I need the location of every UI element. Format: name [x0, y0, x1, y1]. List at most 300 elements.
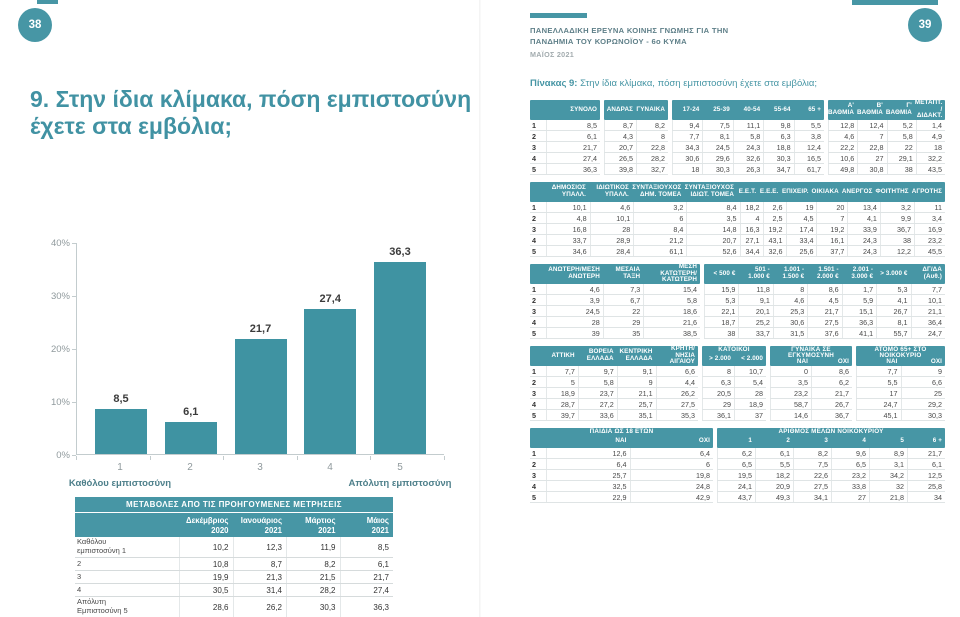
table-row — [530, 202, 945, 213]
table-cell: 4,6 — [773, 295, 807, 305]
changes-table-cell: 8,7 — [233, 558, 287, 570]
demographic-table-group — [530, 264, 700, 339]
column-header: Α' ΒΑΘΜΙΑ — [828, 102, 854, 116]
table-cell: 7,7 — [911, 284, 945, 294]
demographic-table-group — [770, 346, 852, 421]
table-cell: 5,8 — [733, 131, 763, 141]
table-cell: 7,7 — [672, 131, 702, 141]
table-row — [704, 306, 945, 317]
demographic-column-headers — [704, 264, 945, 284]
table-cell: 3,1 — [869, 459, 907, 469]
column-header: 2.001 - 3.000 € — [851, 266, 874, 280]
demographic-group-header — [530, 182, 945, 202]
table-cell: 36,3 — [546, 164, 600, 174]
table-cell: 20,5 — [702, 388, 734, 398]
table-cell: 21,1 — [911, 306, 945, 316]
demographic-table — [530, 100, 945, 175]
table-cell: 33,7 — [738, 328, 772, 338]
column-header: ΑΝΔΡΑΣ — [606, 105, 633, 113]
table-cell: 30,3 — [763, 153, 793, 163]
table-row — [672, 164, 824, 175]
changes-column-month: Μάιος — [366, 516, 389, 525]
chart-bar-slot — [298, 293, 362, 454]
column-header: ΜΕΣΗ ΚΑΤΩΤΕΡΗ/ ΚΑΤΩΤΕΡΗ — [660, 262, 697, 284]
table-cell: 32,7 — [636, 164, 668, 174]
bar — [165, 422, 217, 454]
table-cell: 20,9 — [755, 481, 793, 491]
table-cell: 24,8 — [630, 481, 714, 491]
table-cell: 3,8 — [794, 131, 824, 141]
table-cell: 37 — [734, 410, 766, 420]
row-label: 4 — [532, 317, 536, 327]
demographic-table-group — [530, 346, 698, 421]
table-cell: 42,9 — [630, 492, 714, 502]
table-cell: 5,9 — [842, 295, 876, 305]
table-cell: 21,1 — [617, 388, 656, 398]
table-cell: 34 — [907, 492, 945, 502]
demographic-table-group — [530, 428, 713, 503]
column-header: ΑΓΡΟΤΗΣ — [911, 187, 942, 195]
table-cell: 21,7 — [811, 388, 852, 398]
report-title-line1: ΠΑΝΕΛΛΑΔΙΚΗ ΕΡΕΥΝΑ ΚΟΙΝΗΣ ΓΝΩΜΗΣ ΓΙΑ ΤΗΝ — [530, 26, 729, 35]
table-cell: 28 — [590, 224, 634, 234]
table-cell: 9,6 — [831, 448, 869, 458]
table-cell: 4,9 — [916, 131, 945, 141]
table-cell: 38 — [880, 235, 914, 245]
table-cell: 35 — [603, 328, 644, 338]
table-cell: 7,7 — [856, 366, 901, 376]
changes-table-cell: 31,4 — [233, 584, 287, 596]
table-row — [702, 388, 766, 399]
table-cell: 14,8 — [686, 224, 739, 234]
table-cell: 27 — [857, 153, 886, 163]
table-cell: 34,7 — [763, 164, 793, 174]
table-cell: 4 — [740, 213, 763, 223]
column-header: 17-24 — [682, 105, 700, 113]
table-cell: 9,1 — [738, 295, 772, 305]
table-cell: 32,5 — [546, 481, 630, 491]
table-cell: 19,5 — [717, 470, 755, 480]
changes-table-cell: 28,2 — [286, 584, 340, 596]
table-row — [530, 120, 600, 131]
table-row — [717, 470, 945, 481]
row-label: 2 — [532, 459, 536, 469]
table-cell: 29 — [603, 317, 644, 327]
row-label: 3 — [532, 388, 536, 398]
changes-table-row — [75, 597, 393, 617]
column-header: ΣΥΝΟΛΟ — [570, 105, 597, 113]
changes-table-cell: 36,3 — [340, 597, 394, 617]
report-title-line2: ΠΑΝΔΗΜΙΑ ΤΟΥ ΚΟΡΩΝΟΪΟΥ - 6ο ΚΥΜΑ — [530, 37, 687, 47]
table-cell: 23,7 — [578, 388, 617, 398]
page-number-left — [18, 8, 52, 42]
table-row — [530, 246, 945, 257]
table-cell: 26,3 — [733, 164, 763, 174]
changes-row-label: 4 — [77, 584, 82, 594]
table-cell: 24,3 — [847, 246, 880, 256]
table-row — [530, 410, 698, 421]
table-cell: 39,8 — [604, 164, 636, 174]
table-row — [704, 284, 945, 295]
table-cell: 36,4 — [911, 317, 945, 327]
demographic-group-title: ΓΥΝΑΙΚΑ ΣΕ ΕΓΚΥΜΟΣΥΝΗ — [788, 345, 834, 360]
row-label: 1 — [532, 120, 536, 130]
table-cell: 18 — [916, 142, 945, 152]
column-header: 2 — [786, 437, 790, 445]
table-cell: 45,1 — [856, 410, 901, 420]
y-tick-mark — [72, 349, 76, 350]
table-cell: 18,9 — [734, 399, 766, 409]
changes-table-cell: 26,2 — [233, 597, 287, 617]
column-header: ΝΑΙ — [796, 358, 808, 366]
table-cell: 29 — [702, 399, 734, 409]
table-cell: 28,4 — [590, 246, 634, 256]
bar-value-label: 6,1 — [183, 406, 199, 418]
report-date: ΜΑΪΟΣ 2021 — [530, 49, 575, 59]
table-cell: 25,2 — [738, 317, 772, 327]
table-row — [828, 164, 945, 175]
table-cell: 24,5 — [702, 142, 732, 152]
changes-table-row — [75, 571, 393, 584]
table-cell: 4,8 — [546, 213, 590, 223]
table-cell: 33,7 — [546, 235, 590, 245]
column-header: ΣΥΝΤΑΞΙΟΥΧΟΣ ΙΔΙΩΤ. ΤΟΜΕΑ — [684, 184, 734, 198]
changes-column-header — [179, 513, 233, 537]
changes-table-row — [75, 558, 393, 571]
table-cell: 8,6 — [807, 284, 841, 294]
table-cell: 5,8 — [643, 295, 700, 305]
changes-table-cell: 11,9 — [286, 537, 340, 557]
column-header: > 3.000 € — [880, 269, 908, 277]
table-cell: 61,7 — [794, 164, 824, 174]
bleed-mark-right — [852, 0, 938, 5]
table-cell: 6,3 — [763, 131, 793, 141]
table-cell: 4,1 — [876, 295, 910, 305]
table-cell: 21,6 — [643, 317, 700, 327]
table-row — [717, 448, 945, 459]
row-label: 4 — [532, 235, 536, 245]
table-cell: 6,5 — [831, 459, 869, 469]
x-category-label: 2 — [187, 462, 193, 473]
table-row — [672, 131, 824, 142]
changes-header-spacer — [75, 513, 179, 537]
changes-column-header — [340, 513, 394, 537]
bar — [95, 409, 147, 454]
table-cell: 22,1 — [704, 306, 738, 316]
row-label: 1 — [532, 202, 536, 212]
demographic-column-headers — [530, 182, 945, 202]
table-cell: 36,7 — [811, 410, 852, 420]
table-row — [530, 213, 945, 224]
changes-table-cell: 8,5 — [340, 537, 394, 557]
table-cell: 34,3 — [672, 142, 702, 152]
table-cell: 5,8 — [578, 377, 617, 387]
changes-table-cell: 8,2 — [286, 558, 340, 570]
page-fold-divider — [479, 0, 481, 617]
table-cell: 16,5 — [794, 153, 824, 163]
column-header: < 2.000 — [741, 355, 763, 363]
table-cell: 28 — [546, 317, 603, 327]
changes-table-cell: 10,2 — [179, 537, 233, 557]
table-cell: 14,6 — [770, 410, 811, 420]
table-cell: 26,7 — [811, 399, 852, 409]
changes-column-year: 2020 — [211, 525, 229, 535]
demographic-column-headers — [828, 100, 945, 121]
changes-row-label: 3 — [77, 571, 82, 581]
table-cell: 6,7 — [603, 295, 644, 305]
bar — [235, 339, 287, 454]
table-cell: 18,2 — [755, 470, 793, 480]
bar-value-label: 27,4 — [319, 293, 341, 305]
table-cell: 5,3 — [876, 284, 910, 294]
table-cell: 24,5 — [546, 306, 603, 316]
y-tick-label: 10% — [50, 397, 70, 408]
demographic-table — [530, 428, 945, 503]
bar-value-label: 21,7 — [249, 323, 272, 335]
table-row — [604, 164, 668, 175]
table-cell: 27,5 — [656, 399, 698, 409]
demographic-group-header — [717, 428, 945, 448]
table-cell: 8,7 — [604, 120, 636, 130]
changes-column-year: 2021 — [318, 525, 336, 535]
changes-table-cell: 6,1 — [340, 558, 394, 570]
table-cell: 7,5 — [702, 120, 732, 130]
table-cell: 5,5 — [794, 120, 824, 130]
table-cell: 34,6 — [546, 246, 590, 256]
chart-x-axis-labels — [76, 462, 444, 473]
table-row — [856, 399, 945, 410]
table-row — [717, 492, 945, 503]
table-row — [770, 410, 852, 421]
table-cell: 22 — [603, 306, 644, 316]
table-cell: 30,8 — [857, 164, 886, 174]
table-cell: 12,4 — [794, 142, 824, 152]
column-header: ΚΕΝΤΡΙΚΗ ΕΛΛΑΔΑ — [619, 348, 653, 362]
table-row — [530, 224, 945, 235]
demographic-group-header — [604, 100, 668, 120]
table-cell: 9 — [901, 366, 946, 376]
table-row — [604, 142, 668, 153]
x-tick-mark — [444, 456, 445, 460]
table-cell: 26,5 — [604, 153, 636, 163]
column-header: 25-39 — [713, 105, 730, 113]
table-row — [856, 366, 945, 377]
demographic-table-group — [530, 182, 945, 257]
y-tick-label: 40% — [50, 238, 70, 249]
table-cell: 6,4 — [546, 459, 630, 469]
table-cell: 15,9 — [704, 284, 738, 294]
changes-table-cell: 27,4 — [340, 584, 394, 596]
table-cell: 8,2 — [793, 448, 831, 458]
table-cell: 45,5 — [914, 246, 945, 256]
table-cell: 9,4 — [672, 120, 702, 130]
table-cell: 10,7 — [734, 366, 766, 376]
table-cell: 19 — [786, 202, 817, 212]
table-cell: 29,2 — [901, 399, 946, 409]
column-header: ΝΑΙ — [886, 358, 898, 366]
table-cell: 17,4 — [786, 224, 817, 234]
table-cell: 8 — [636, 131, 668, 141]
bar — [304, 309, 356, 454]
column-header: ΑΝΩΤΕΡΗ/ΜΕΣΗ ΑΝΩΤΕΡΗ — [548, 266, 600, 280]
table-cell: 28 — [734, 388, 766, 398]
table-cell: 32 — [869, 481, 907, 491]
demographic-table-group — [828, 100, 945, 175]
table-row — [530, 142, 600, 153]
changes-table-body — [75, 537, 393, 617]
table-cell: 8,4 — [633, 224, 686, 234]
page-number-right-label: 39 — [918, 19, 932, 31]
table-cell: 8,1 — [876, 317, 910, 327]
bleed-mark-left — [37, 0, 58, 4]
table-cell: 34,4 — [740, 246, 763, 256]
table-cell: 23,2 — [831, 470, 869, 480]
column-header: ΝΑΙ — [615, 437, 627, 445]
demographic-column-headers — [717, 435, 945, 448]
column-header: ΔΗΜΟΣΙΟΣ ΥΠΑΛΛ. — [551, 184, 586, 198]
table-cell: 27,1 — [740, 235, 763, 245]
row-label: 5 — [532, 246, 536, 256]
table-cell: 8 — [702, 366, 734, 376]
table-cell: 5,5 — [755, 459, 793, 469]
table-cell: 5,2 — [887, 120, 916, 130]
table-cell: 11 — [914, 202, 945, 212]
question-title: 9. Στην ίδια κλίμακα, πόση εμπιστοσύνη έχετε στα εμβόλια; — [30, 86, 472, 140]
table-cell: 12,4 — [857, 120, 886, 130]
demographic-column-headers — [530, 100, 600, 120]
chart-bar-slot — [159, 406, 223, 454]
page-number-left-label: 38 — [28, 19, 42, 31]
table-cell: 22,8 — [636, 142, 668, 152]
table-cell: 32,2 — [916, 153, 945, 163]
table-cell: 49,3 — [755, 492, 793, 502]
x-tick-mark — [297, 456, 298, 460]
table-row — [702, 366, 766, 377]
table-cell: 3,5 — [686, 213, 739, 223]
table-cell: 16,9 — [914, 224, 945, 234]
table-cell: 16,3 — [740, 224, 763, 234]
column-header: ΦΟΙΤΗΤΗΣ — [875, 187, 909, 195]
table-row — [770, 377, 852, 388]
x-category-label: 1 — [117, 462, 123, 473]
table-cell: 25 — [901, 388, 946, 398]
table-row — [856, 388, 945, 399]
demographic-column-headers — [702, 353, 766, 366]
changes-column-header — [286, 513, 340, 537]
table-row — [530, 470, 713, 481]
table-cell: 11,8 — [738, 284, 772, 294]
table-cell: 21,2 — [633, 235, 686, 245]
column-header: ΒΟΡΕΙΑ ΕΛΛΑΔΑ — [586, 348, 614, 362]
row-label: 3 — [532, 306, 536, 316]
row-label: 1 — [532, 366, 536, 376]
table-cell: 30,3 — [702, 164, 732, 174]
table-cell: 4,6 — [828, 131, 857, 141]
table-row — [530, 388, 698, 399]
changes-table-cell: 30,5 — [179, 584, 233, 596]
table-cell: 2,5 — [763, 213, 786, 223]
table-cell: 6 — [630, 459, 714, 469]
table-cell: 8,4 — [686, 202, 739, 212]
table-cell: 26,7 — [876, 306, 910, 316]
changes-table-cell: 21,7 — [340, 571, 394, 583]
table-cell: 7,3 — [603, 284, 644, 294]
row-label: 4 — [532, 153, 536, 163]
demographic-group-header — [704, 264, 945, 284]
table-cell: 24,1 — [717, 481, 755, 491]
table-cell: 6 — [633, 213, 686, 223]
demographic-table-group — [704, 264, 945, 339]
table-cell: 21,7 — [807, 306, 841, 316]
table-cell: 28,9 — [590, 235, 634, 245]
table-row — [530, 317, 700, 328]
row-label: 1 — [532, 284, 536, 294]
table-row — [828, 120, 945, 131]
x-tick-mark — [370, 456, 371, 460]
table-cell: 20 — [816, 202, 847, 212]
y-tick-label: 30% — [50, 291, 70, 302]
table-cell: 28,2 — [636, 153, 668, 163]
column-header: < 500 € — [713, 269, 736, 277]
column-header: ΙΔΙΩΤΙΚΟΣ ΥΠΑΛΛ. — [596, 184, 629, 198]
table-cell: 35,3 — [656, 410, 698, 420]
table-row — [530, 306, 700, 317]
y-tick-mark — [72, 402, 76, 403]
column-header: ΟΧΙ — [837, 358, 849, 366]
table-cell: 6,3 — [702, 377, 734, 387]
table-row — [770, 399, 852, 410]
column-header: ΟΙΚΙΑΚΑ — [811, 187, 839, 195]
column-header: ΑΝΕΡΓΟΣ — [841, 187, 873, 195]
column-header: 6 + — [932, 437, 942, 445]
demographic-table — [530, 264, 945, 339]
demographic-group-header — [770, 346, 852, 366]
column-header: Ε.Ε.Τ. — [738, 187, 757, 195]
changes-table — [75, 497, 393, 617]
table-cell: 3,2 — [880, 202, 914, 212]
row-label: 3 — [532, 470, 536, 480]
table-cell: 29,6 — [702, 153, 732, 163]
column-header: ΣΥΝΤΑΞΙΟΥΧΟΣ ΔΗΜ. ΤΟΜΕΑ — [632, 184, 682, 198]
demographic-table — [530, 182, 945, 257]
demographic-group-title: ΚΑΤΟΙΚΟΙ — [718, 346, 750, 353]
table-row — [530, 153, 600, 164]
changes-table-cell: 19,9 — [179, 571, 233, 583]
table-cell: 8 — [773, 284, 807, 294]
table-cell: 22,6 — [793, 470, 831, 480]
table-cell: 33,8 — [831, 481, 869, 491]
table-cell: 31,5 — [773, 328, 807, 338]
table-cell: 28,7 — [546, 399, 578, 409]
table-cell: 23,2 — [914, 235, 945, 245]
column-header: > 2.000 — [709, 355, 731, 363]
column-header: ΕΠΙΧΕΙΡ. — [781, 187, 809, 195]
table-row — [856, 377, 945, 388]
table-cell: 6,2 — [717, 448, 755, 458]
table-cell: 7 — [816, 213, 847, 223]
demographic-group-header — [530, 346, 698, 366]
demographic-column-headers — [530, 264, 700, 285]
table-cell: 22,2 — [828, 142, 857, 152]
table-section-title-label: Πίνακας 9: — [530, 78, 578, 89]
table-cell: 30,3 — [901, 410, 946, 420]
column-header: ΟΧΙ — [698, 437, 710, 445]
table-row — [530, 328, 700, 339]
table-cell: 3,4 — [914, 213, 945, 223]
table-row — [604, 120, 668, 131]
x-category-label: 4 — [327, 462, 333, 473]
row-label: 2 — [532, 131, 536, 141]
